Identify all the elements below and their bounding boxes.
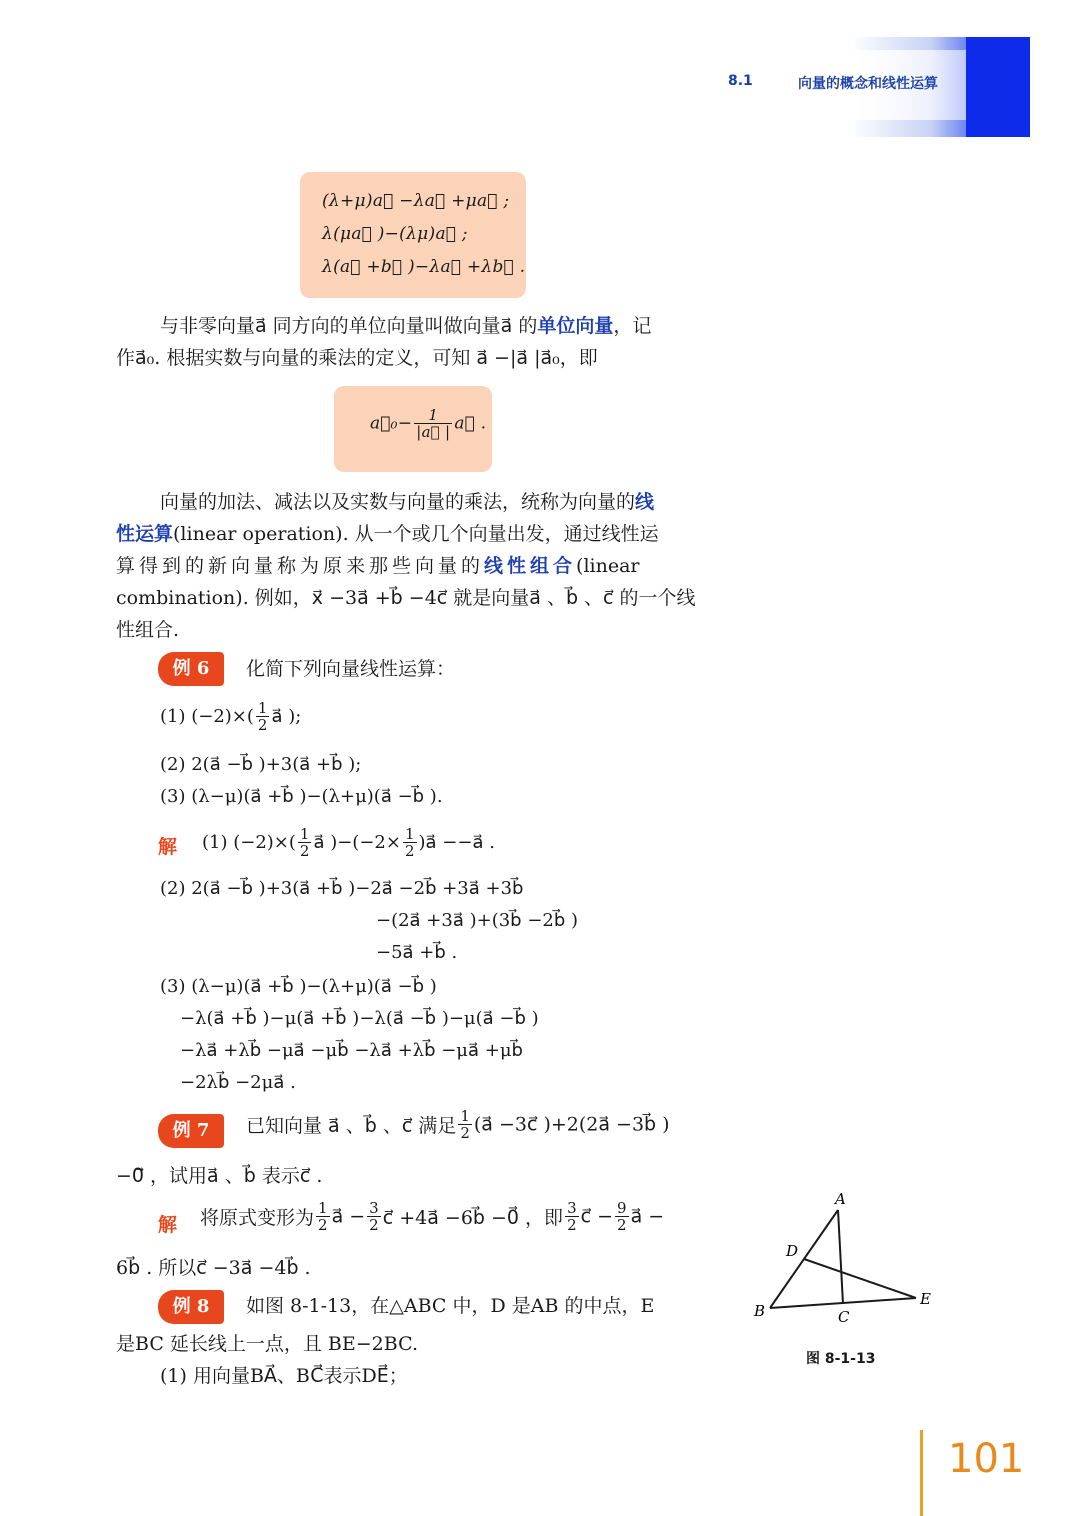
fraction bbox=[458, 1108, 472, 1141]
page-number: 101 bbox=[948, 1436, 1025, 1482]
numerator: 1 bbox=[414, 407, 452, 424]
text: 将原式变形为 bbox=[200, 1207, 315, 1229]
segment-DE bbox=[804, 1259, 916, 1298]
example-6-solution-3-line: −λ(a⃗ +b⃗ )−μ(a⃗ +b⃗ )−λ(a⃗ −b⃗ )−μ(a⃗ −b⃗ ) bbox=[180, 1008, 539, 1029]
example-6-prompt: 化简下列向量线性运算： bbox=[246, 658, 456, 680]
example-6-solution-3-line: −λa⃗ +λb⃗ −μa⃗ −μb⃗ −λa⃗ +λb⃗ −μa⃗ +μb⃗ bbox=[180, 1040, 523, 1061]
text: (1) (−2)×( bbox=[160, 706, 254, 727]
example-6-question-3: (3) (λ−μ)(a⃗ +b⃗ )−(λ+μ)(a⃗ −b⃗ ). bbox=[160, 786, 443, 807]
text: 与非零向量a⃗ 同方向的单位向量叫做向量a⃗ 的 bbox=[160, 315, 538, 337]
example-6-question-2: (2) 2(a⃗ −b⃗ )+3(a⃗ +b⃗ ); bbox=[160, 754, 362, 775]
denominator: 2 bbox=[567, 1216, 577, 1234]
text: c⃗ +4a⃗ −6b⃗ −0⃗ ，即 bbox=[382, 1207, 564, 1229]
text: (a⃗ −3c⃗ )+2(2a⃗ −3b⃗ ) bbox=[473, 1113, 670, 1136]
label-A: A bbox=[835, 1190, 846, 1208]
text: 已知向量 a⃗ 、b⃗ 、c⃗ 满足 bbox=[246, 1115, 457, 1137]
example-8-badge: 例 8 bbox=[158, 1290, 224, 1324]
numerator: 1 bbox=[460, 1107, 470, 1125]
text: a⃗ − bbox=[331, 1205, 366, 1228]
text: (1) (−2)×( bbox=[202, 832, 296, 853]
label-C: C bbox=[838, 1308, 850, 1326]
example-6-solution-3-line: (3) (λ−μ)(a⃗ +b⃗ )−(λ+μ)(a⃗ −b⃗ ) bbox=[160, 976, 437, 997]
example-8-statement: 如图 8-1-13，在△ABC 中，D 是AB 的中点，E bbox=[246, 1295, 655, 1317]
segment-AC bbox=[838, 1210, 843, 1304]
text: ，记 bbox=[613, 315, 652, 337]
denominator: 2 bbox=[460, 1124, 470, 1142]
fraction bbox=[414, 407, 452, 440]
numerator: 1 bbox=[318, 1199, 328, 1217]
example-8-question-1: (1) 用向量BA⃗、BC⃗表示DE⃗； bbox=[160, 1365, 408, 1387]
unit-vector-formula bbox=[370, 407, 486, 440]
header-blue-block bbox=[966, 37, 1030, 137]
fraction bbox=[615, 1200, 629, 1233]
denominator: 2 bbox=[617, 1216, 627, 1234]
numerator: 1 bbox=[299, 825, 310, 843]
example-7-badge: 例 7 bbox=[158, 1114, 224, 1148]
paragraph-linear-operation bbox=[160, 486, 654, 518]
section-title: 向量的概念和线性运算 bbox=[798, 76, 938, 92]
text: 算得到的新向量称为原来那些向量的 bbox=[116, 555, 485, 577]
label-E: E bbox=[920, 1290, 931, 1308]
fraction bbox=[256, 700, 270, 733]
numerator: 3 bbox=[369, 1199, 379, 1217]
text: a⃗ ); bbox=[271, 706, 302, 727]
term-unit-vector: 单位向量 bbox=[537, 315, 614, 337]
page-number-rule bbox=[920, 1430, 923, 1516]
example-6-badge: 例 6 bbox=[158, 652, 224, 686]
text: a⃗ − bbox=[630, 1205, 665, 1228]
figure-caption: 图 8-1-13 bbox=[806, 1351, 876, 1367]
denominator: |a⃗ | bbox=[416, 423, 451, 441]
denominator: 2 bbox=[299, 842, 310, 860]
label-D: D bbox=[786, 1242, 799, 1260]
example-6-solution-2-line: −5a⃗ +b⃗ . bbox=[376, 942, 458, 963]
formula-line: λ(μa⃗ )−(λμ)a⃗ ; bbox=[322, 224, 468, 244]
example-6-solution-2-line: (2) 2(a⃗ −b⃗ )+3(a⃗ +b⃗ )−2a⃗ −2b⃗ +3a⃗ +3b⃗ bbox=[160, 878, 524, 899]
formula-line: λ(a⃗ +b⃗ )−λa⃗ +λb⃗ . bbox=[322, 257, 526, 277]
fraction bbox=[298, 826, 312, 859]
denominator: 2 bbox=[318, 1216, 328, 1234]
paragraph-unit-vector bbox=[160, 310, 651, 342]
formula-rhs: a⃗ . bbox=[454, 413, 487, 434]
paragraph-line: combination). 例如，x⃗ −3a⃗ +b⃗ −4c⃗ 就是向量a⃗ 、b⃗ 、c⃗ 的一个线 bbox=[116, 587, 696, 609]
denominator: 2 bbox=[369, 1216, 379, 1234]
example-7-statement bbox=[246, 1108, 670, 1141]
formula-line: (λ+μ)a⃗ −λa⃗ +μa⃗ ; bbox=[322, 191, 510, 211]
fraction bbox=[403, 826, 417, 859]
triangle-figure bbox=[740, 1190, 940, 1330]
example-6-solution-1 bbox=[202, 826, 495, 859]
paragraph-line: 作a⃗₀. 根据实数与向量的乘法的定义，可知 a⃗ −|a⃗ |a⃗₀，即 bbox=[116, 347, 598, 369]
text: (linear bbox=[576, 555, 640, 577]
example-6-solution-2-line: −(2a⃗ +3a⃗ )+(3b⃗ −2b⃗ ) bbox=[376, 910, 579, 931]
example-6-solution-3-line: −2λb⃗ −2μa⃗ . bbox=[180, 1072, 296, 1093]
solution-label: 解 bbox=[158, 1214, 178, 1236]
text: a⃗ )−(−2× bbox=[313, 832, 401, 853]
section-number: 8.1 bbox=[728, 73, 753, 89]
term-linear-operation: 性运算 bbox=[116, 523, 174, 545]
text: )a⃗ −−a⃗ . bbox=[418, 832, 495, 853]
example-7-statement-line: −0⃗ ，试用a⃗ 、b⃗ 表示c⃗ . bbox=[116, 1165, 323, 1187]
denominator: 2 bbox=[257, 716, 268, 734]
example-7-solution-line: 6b⃗ . 所以c⃗ −3a⃗ −4b⃗ . bbox=[116, 1257, 311, 1279]
label-B: B bbox=[754, 1302, 766, 1320]
term-linear-operation: 线 bbox=[635, 491, 655, 513]
fraction bbox=[565, 1200, 579, 1233]
formula-lhs: a⃗₀− bbox=[370, 413, 413, 434]
paragraph-line: 性组合. bbox=[116, 619, 180, 641]
denominator: 2 bbox=[404, 842, 415, 860]
text: (linear operation). 从一个或几个向量出发，通过线性运 bbox=[173, 523, 659, 545]
numerator: 1 bbox=[257, 699, 268, 717]
solution-label: 解 bbox=[158, 836, 178, 858]
fraction bbox=[367, 1200, 381, 1233]
paragraph-line bbox=[116, 518, 659, 550]
example-6-question-1 bbox=[160, 700, 301, 733]
numerator: 3 bbox=[567, 1199, 577, 1217]
fraction bbox=[316, 1200, 330, 1233]
numerator: 1 bbox=[404, 825, 415, 843]
example-8-statement-line: 是BC 延长线上一点，且 BE−2BC. bbox=[116, 1333, 418, 1355]
paragraph-line bbox=[116, 550, 640, 582]
example-7-solution bbox=[200, 1200, 664, 1233]
term-linear-combination: 线性组合 bbox=[484, 555, 577, 577]
numerator: 9 bbox=[617, 1199, 627, 1217]
text: 向量的加法、减法以及实数与向量的乘法，统称为向量的 bbox=[160, 491, 636, 513]
text: c⃗ − bbox=[580, 1205, 614, 1228]
